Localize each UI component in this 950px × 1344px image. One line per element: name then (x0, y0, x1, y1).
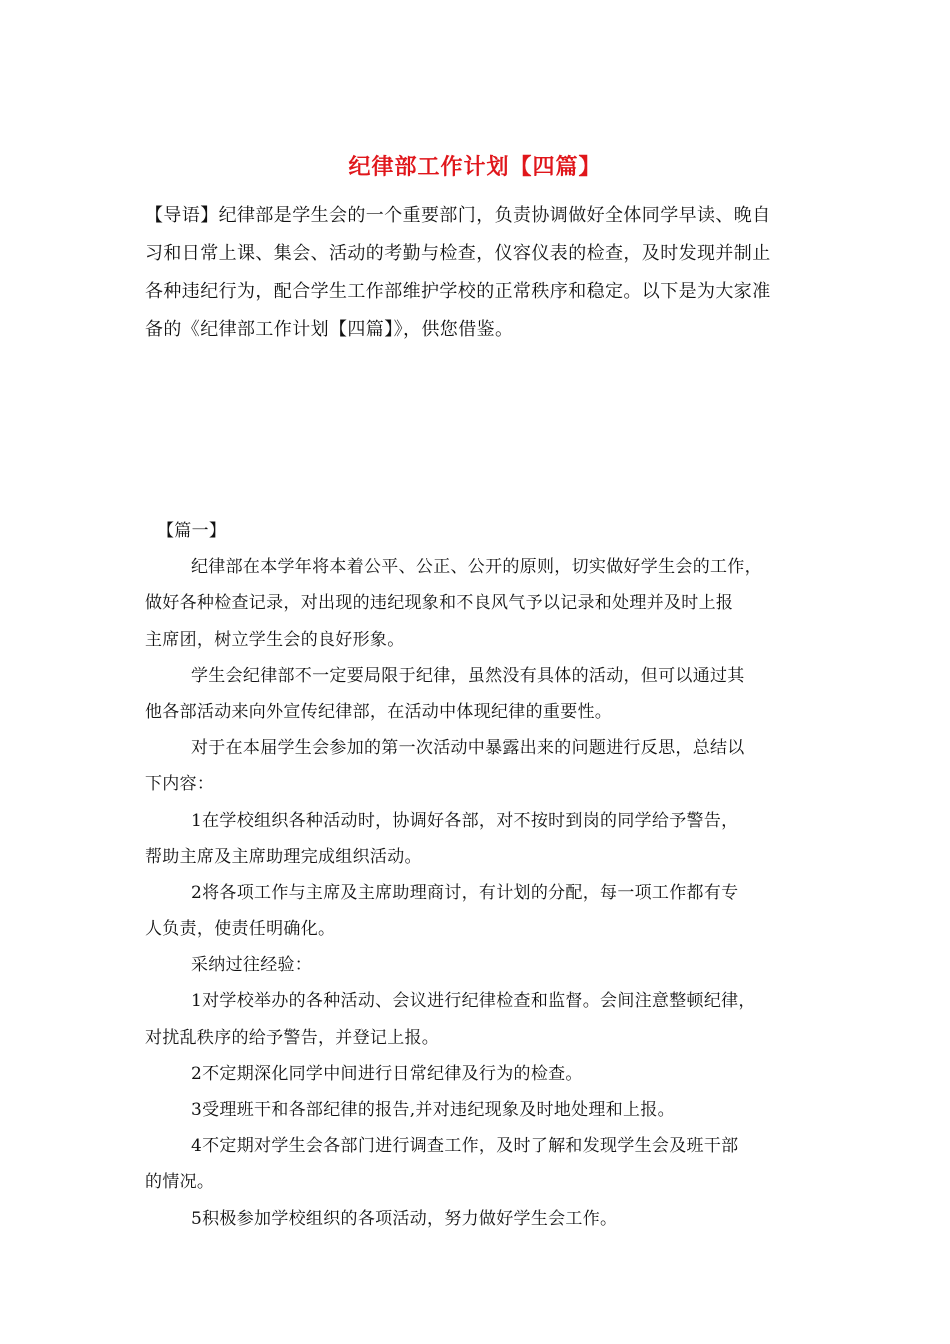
intro-line: 习和日常上课、集会、活动的考勤与检查，仪容仪表的检查，及时发现并制止 (145, 243, 771, 264)
intro-line: 【导语】纪律部是学生会的一个重要部门，负责协调做好全体同学早读、晚自 (145, 205, 771, 226)
body-line: 5积极参加学校组织的各项活动，努力做好学生会工作。 (191, 1208, 618, 1229)
body-line: 下内容： (145, 774, 215, 795)
body-line: 对扰乱秩序的给予警告，并登记上报。 (145, 1027, 440, 1048)
body-line: 纪律部在本学年将本着公平、公正、公开的原则，切实做好学生会的工作， (191, 557, 762, 578)
body-line: 的情况。 (145, 1172, 215, 1193)
intro-line: 备的《纪律部工作计划【四篇】》，供您借鉴。 (145, 319, 514, 340)
intro-paragraph (145, 197, 825, 349)
body-line: 做好各种检查记录，对出现的违纪现象和不良风气予以记录和处理并及时上报 (145, 593, 734, 614)
body-line: 2不定期深化同学中间进行日常纪律及行为的检查。 (191, 1063, 583, 1084)
section-one (145, 513, 835, 1237)
section-heading: 【篇一】 (157, 521, 227, 541)
body-line: 2将各项工作与主席及主席助理商讨，有计划的分配，每一项工作都有专 (191, 882, 739, 903)
body-line: 对于在本届学生会参加的第一次活动中暴露出来的问题进行反思，总结以 (191, 738, 745, 759)
document-title: 纪律部工作计划【四篇】 (348, 155, 602, 180)
body-line: 1在学校组织各种活动时，协调好各部，对不按时到岗的同学给予警告， (191, 810, 739, 831)
body-line: 1对学校举办的各种活动、会议进行纪律检查和监督。会间注意整顿纪律， (191, 991, 756, 1012)
body-line: 学生会纪律部不一定要局限于纪律，虽然没有具体的活动，但可以通过其 (191, 665, 745, 686)
body-line: 他各部活动来向外宣传纪律部，在活动中体现纪律的重要性。 (145, 701, 613, 722)
intro-line: 各种违纪行为，配合学生工作部维护学校的正常秩序和稳定。以下是为大家准 (145, 281, 771, 302)
body-line: 采纳过往经验： (191, 955, 313, 976)
body-line: 人负责，使责任明确化。 (145, 919, 336, 940)
body-line: 3受理班干和各部纪律的报告,并对违纪现象及时地处理和上报。 (191, 1100, 675, 1120)
body-line: 帮助主席及主席助理完成组织活动。 (145, 846, 422, 867)
body-line: 4不定期对学生会各部门进行调查工作，及时了解和发现学生会及班干部 (191, 1136, 739, 1157)
body-line: 主席团，树立学生会的良好形象。 (145, 629, 405, 650)
